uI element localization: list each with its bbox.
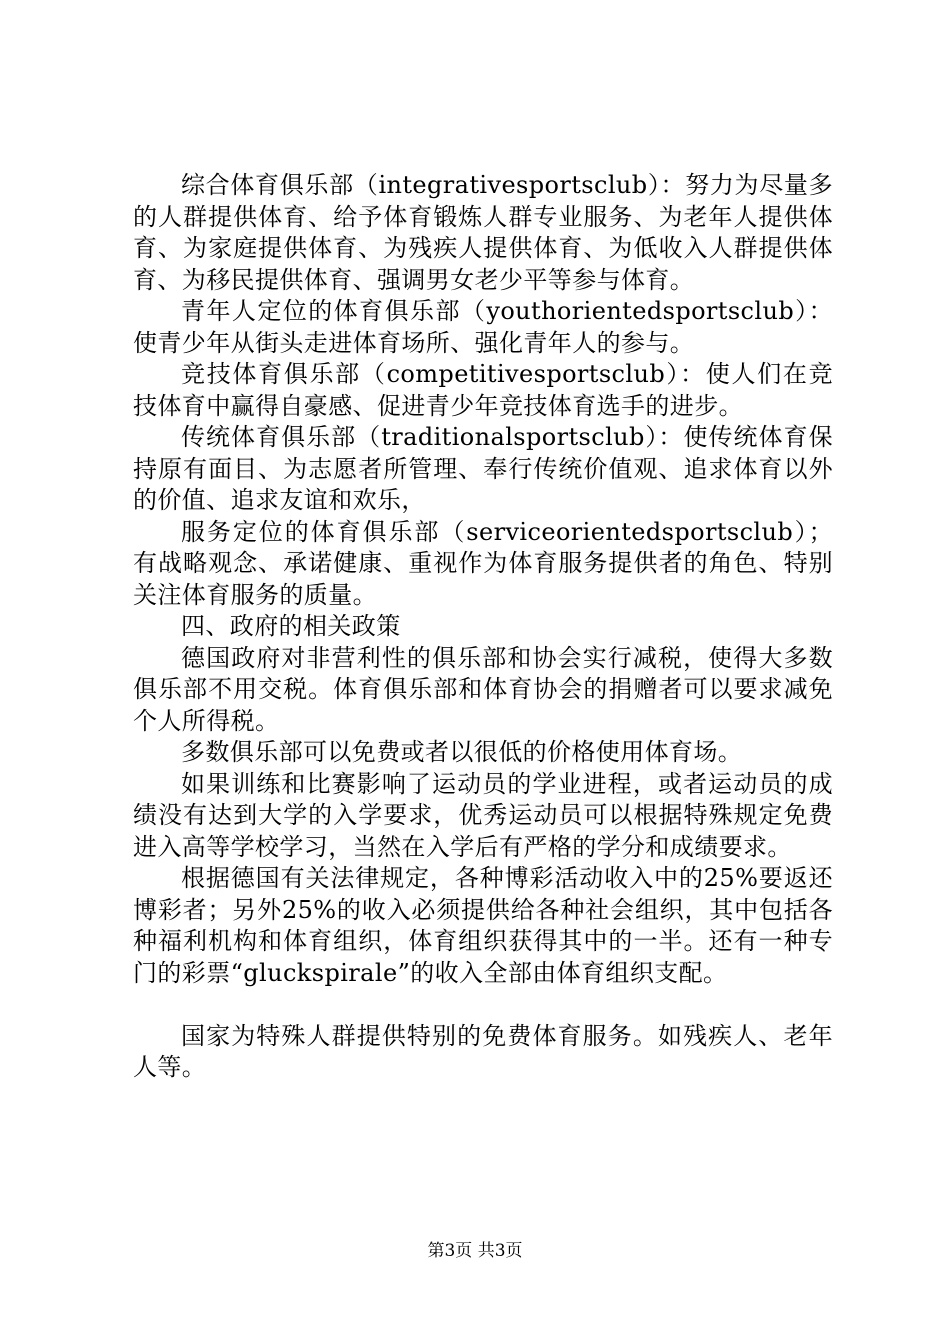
paragraph-youth-club: 青年人定位的体育俱乐部（youthorientedsportsclub）：使青少年从街头走进体育场所、强化青年人的参与。 [133,297,833,357]
blank-line [133,989,833,1021]
document-body [133,170,833,1084]
paragraph-venue-policy: 多数俱乐部可以免费或者以很低的价格使用体育场。 [181,738,743,766]
paragraph-athlete-education: 如果训练和比赛影响了运动员的学业进程，或者运动员的成绩没有达到大学的入学要求，优秀运动员可以根据特殊规定免费进入高等学校学习，当然在入学后有严格的学分和成绩要求。 [133,769,833,861]
section-heading: 四、政府的相关政策 [181,612,401,640]
paragraph-special-groups: 国家为特殊人群提供特别的免费体育服务。如残疾人、老年人等。 [133,1021,833,1081]
paragraph-lottery: 根据德国有关法律规定，各种博彩活动收入中的25%要返还博彩者；另外25%的收入必须提供给各种社会组织，其中包括各种福利机构和体育组织，体育组织获得其中的一半。还有一种专门的彩票“gluckspirale”的收入全部由体育组织支配。 [133,864,833,987]
page-footer: 第3页 共3页 [427,1241,523,1261]
paragraph-competitive-club: 竞技体育俱乐部（competitivesportsclub）：使人们在竞技体育中赢得自豪感、促进青少年竞技体育选手的进步。 [133,360,833,420]
paragraph-service-club: 服务定位的体育俱乐部（serviceorientedsportsclub）；有战略观念、承诺健康、重视作为体育服务提供者的角色、特别关注体育服务的质量。 [133,517,833,609]
paragraph-traditional-club: 传统体育俱乐部（traditionalsportsclub）：使传统体育保持原有面目、为志愿者所管理、奉行传统价值观、追求体育以外的价值、追求友谊和欢乐， [133,423,833,514]
paragraph-tax-policy: 德国政府对非营利性的俱乐部和协会实行减税，使得大多数俱乐部不用交税。体育俱乐部和体育协会的捐赠者可以要求减免个人所得税。 [133,643,833,735]
paragraph-integrative-club: 综合体育俱乐部（integrativesportsclub）：努力为尽量多的人群提供体育、给予体育锻炼人群专业服务、为老年人提供体育、为家庭提供体育、为残疾人提供体育、为低收入人群提供体育、为移民提供体育、强调男女老少平等参与体育。 [133,171,833,294]
